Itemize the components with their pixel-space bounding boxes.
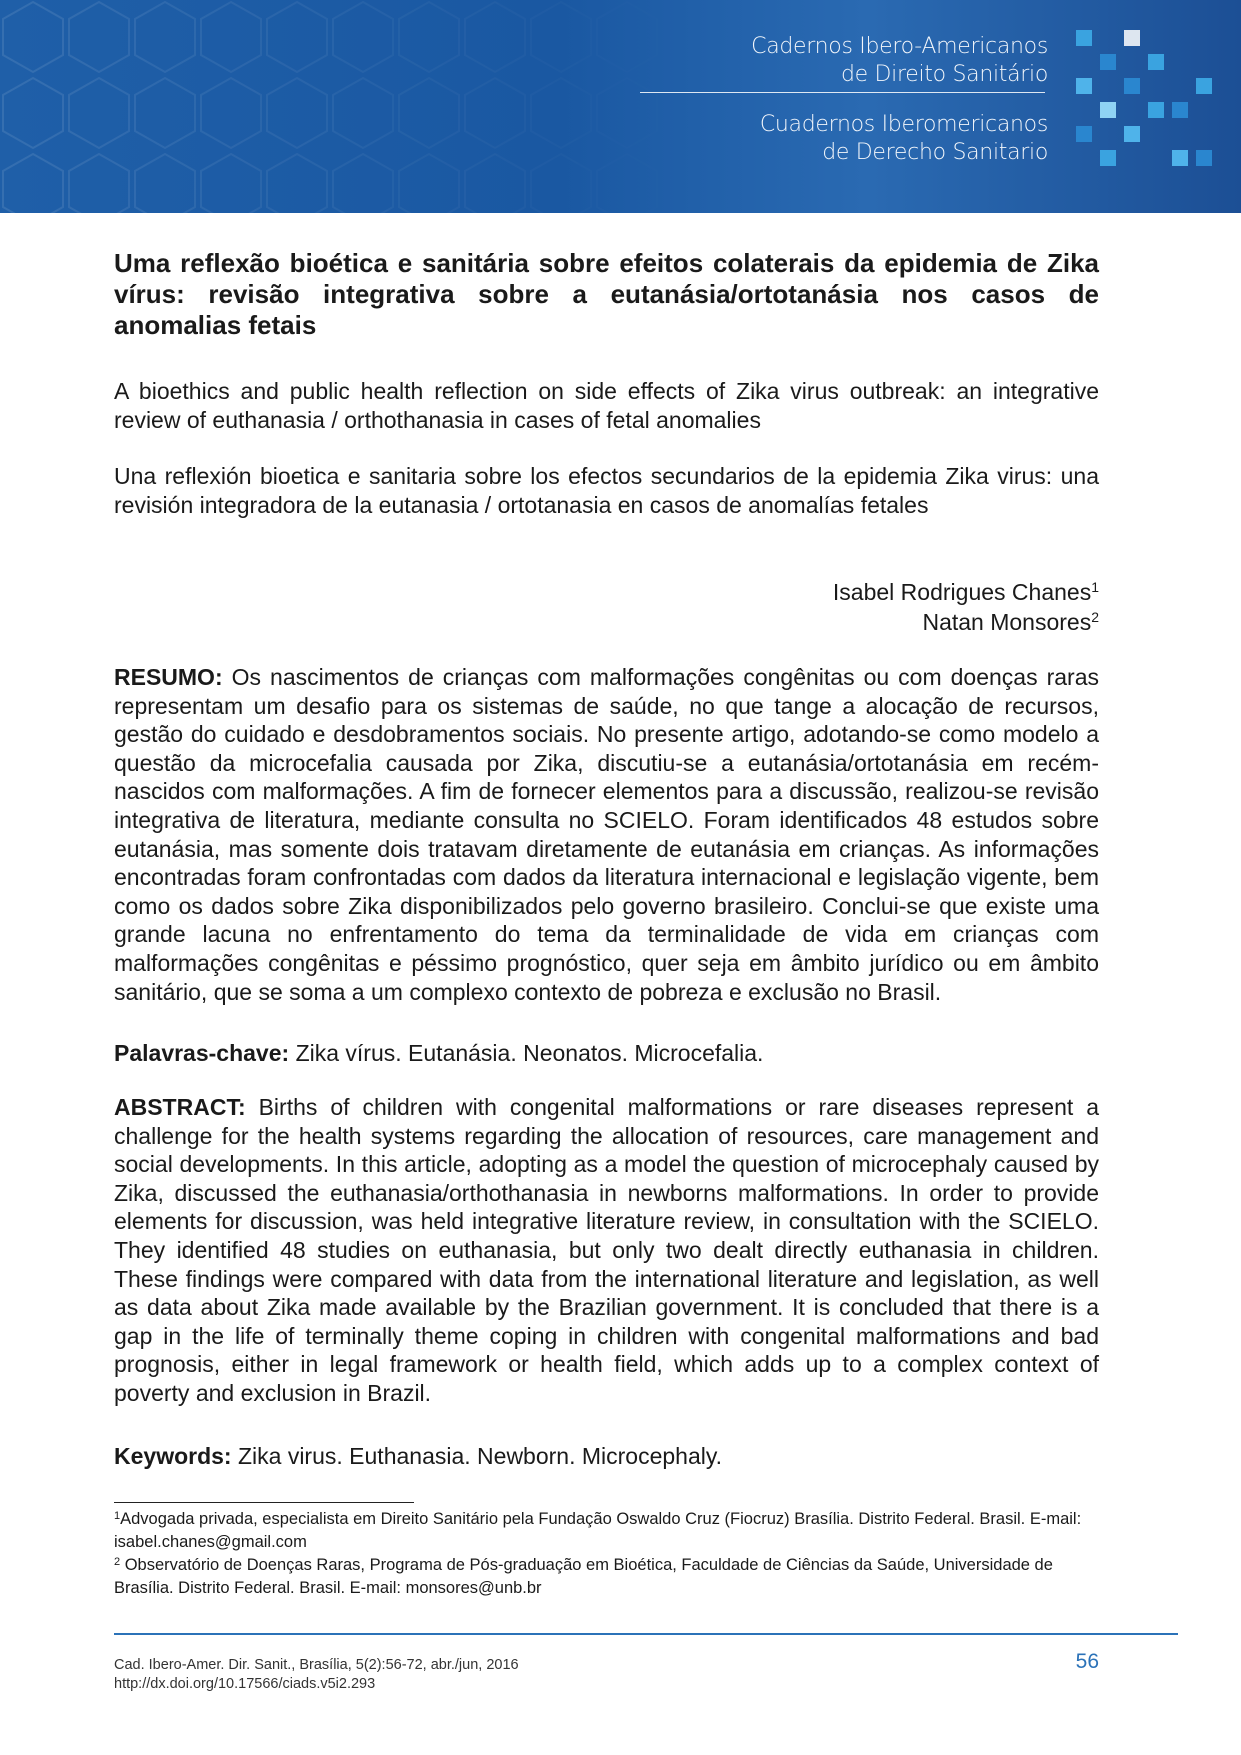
doi-link[interactable]: http://dx.doi.org/10.17566/ciads.v5i2.293 [114, 1676, 376, 1692]
palavras-text: Zika vírus. Eutanásia. Neonatos. Microcefalia. [295, 1040, 764, 1066]
journal-name-portuguese [751, 33, 1048, 89]
keywords-label: Keywords: [114, 1443, 232, 1469]
header-divider [640, 92, 1045, 93]
journal-pt-line2: de Direito Sanitário [840, 62, 1048, 87]
journal-es-line2: de Derecho Sanitario [822, 140, 1048, 165]
journal-pt-line1: Cadernos Ibero-Americanos [751, 34, 1048, 59]
abstract-label: ABSTRACT: [114, 1094, 246, 1120]
abstract-text: Births of children with congenital malformations or rare diseases represent a challenge for the health systems regarding the allocation of resources, care management and social developments. In this article, adopting as a model the question of microcephaly caused by Zika, discussed the euthanasia/orthothanasia in newborns malformations. In order to provide elements for discussion, was held integrative literature review, in consultation with the SCIELO. They identified 48 studies on euthanasia, but only two dealt directly euthanasia in children. These findings were compared with data from the international literature and legislation, as well as data about Zika made available by the Brazilian government. It is concluded that there is a gap in the life of terminally theme coping in children with congenital malformations and bad prognosis, either in legal framework or health field, which adds up to a complex context of poverty and exclusion in Brazil. [114, 1094, 1100, 1406]
citation-line-1: Cad. Ibero-Amer. Dir. Sanit., Brasília, 5(2):56-72, abr./jun, 2016 [114, 1657, 519, 1673]
footnote-1 [114, 1508, 1099, 1554]
journal-banner [0, 0, 1241, 213]
author-list [114, 577, 1099, 637]
author-1-name: Isabel Rodrigues Chanes [832, 579, 1092, 605]
resumo-label: RESUMO: [114, 664, 223, 690]
palavras-label: Palavras-chave: [114, 1040, 290, 1066]
resumo-text: Os nascimentos de crianças com malformações congênitas ou com doenças raras representam um desafio para os sistemas de saúde, no que tange a alocação de recursos, gestão do cuidado e desdobramentos sociais. No presente artigo, adotando-se como modelo a questão da microcefalia causada por Zika, discutiu-se a eutanásia/ortotanásia em recém-nascidos com malformações. A fim de fornecer elementos para a discussão, realizou-se revisão integrativa de literatura, mediante consulta no SCIELO. Foram identificados 48 estudos sobre eutanásia, mas somente dois tratavam diretamente de eutanásia em crianças. As informações encontradas foram confrontadas com dados da literatura internacional e legislação vigente, bem como os dados sobre Zika disponibilizados pelo governo brasileiro. Conclui-se que existe uma grande lacuna no enfrentamento do tema da terminalidade de vida em crianças com malformações congênitas e péssimo prognóstico, quer seja em âmbito jurídico ou em âmbito sanitário, que se soma a um complexo contexto de pobreza e exclusão no Brasil. [114, 664, 1099, 1005]
abstract-paragraph [114, 1093, 1099, 1408]
article-title-portuguese: Uma reflexão bioética e sanitária sobre efeitos colaterais da epidemia de Zika vírus: revisão integrativa sobre a eutanásia/ortotanásia nos casos de anomalias fetais [114, 248, 1099, 340]
journal-name-spanish [760, 111, 1048, 167]
article-title-spanish: Una reflexión bioetica e sanitaria sobre los efectos secundarios de la epidemia Zika virus: una revisión integradora de la eutanasia / ortotanasia en casos de anomalías fetales [114, 463, 1099, 518]
resumo-paragraph [114, 663, 1099, 1006]
footnote-1-num: 1 [114, 1510, 121, 1522]
palavras-chave [114, 1039, 1099, 1067]
footnote-separator [114, 1502, 414, 1503]
footnote-2 [114, 1554, 1099, 1600]
keywords-text: Zika virus. Euthanasia. Newborn. Microcephaly. [237, 1443, 723, 1469]
journal-logo-squares [1072, 28, 1222, 178]
author-2-name: Natan Monsores [922, 609, 1092, 635]
footnote-1-text: Advogada privada, especialista em Direito Sanitário pela Fundação Oswaldo Cruz (Fiocruz) Brasília. Distrito Federal. Brasil. E-mail: isabel.chanes@gmail.com [114, 1510, 1082, 1551]
journal-es-line1: Cuadernos Iberomericanos [759, 112, 1048, 137]
footnote-2-num: 2 [114, 1556, 121, 1568]
article-title-english: A bioethics and public health reflection on side effects of Zika virus outbreak: an integrative review of euthanasia / orthothanasia in cases of fetal anomalies [114, 378, 1099, 433]
citation [114, 1656, 519, 1694]
hexagon-pattern [0, 0, 700, 213]
footnotes [114, 1508, 1099, 1600]
author-1 [114, 577, 1099, 607]
footnote-2-text: Observatório de Doenças Raras, Programa de Pós-graduação em Bioética, Faculdade de Ciências da Saúde, Universidade de Brasília. Distrito Federal. Brasil. E-mail: monsores@unb.br [114, 1556, 1053, 1597]
keywords [114, 1442, 1099, 1470]
page-number: 56 [1075, 1650, 1099, 1673]
footer-rule [114, 1633, 1178, 1635]
author-1-ref: 1 [1091, 579, 1099, 595]
author-2-ref: 2 [1091, 609, 1099, 625]
author-2 [114, 607, 1099, 637]
